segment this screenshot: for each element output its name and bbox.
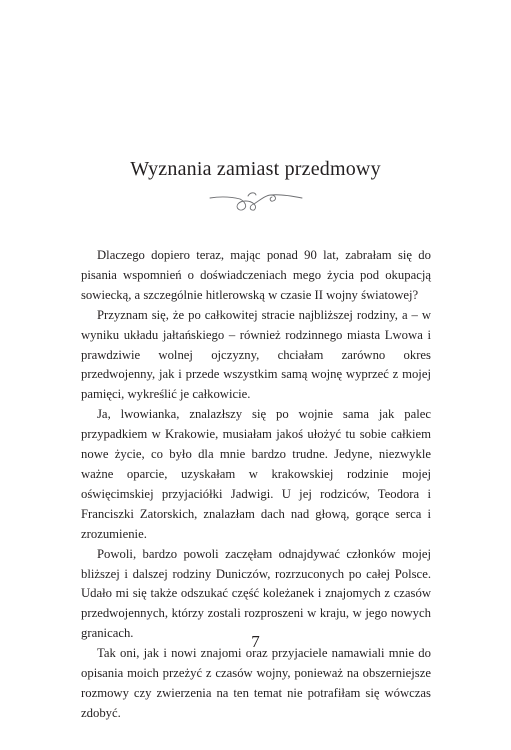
- page-number: 7: [251, 632, 260, 651]
- paragraph: Dlaczego dopiero teraz, mając ponad 90 lat, zabrałam się do pisania wspomnień o doświadczeniach mego życia pod okupacją sowiecką, a szczególnie hitlerowską w czasie II wojny światowej?: [81, 248, 431, 302]
- paragraph: Tak oni, jak i nowi znajomi oraz przyjaciele namawiali mnie do opisania moich przeżyć z czasów wojny, ponieważ na obszerniejsze rozmowy czy zwierzenia na ten temat nie potrafiłam się wówczas zdobyć.: [81, 646, 431, 720]
- paragraph: Przyznam się, że po całkowitej stracie najbliższej rodziny, a – w wyniku układu jałtańskiego – również rodzinnego miasta Lwowa i prawdziwie wolnej ojczyzny, chciałam zarówno okres przedwojenny, jak i przede wszystkim samą wojnę wyprzeć z mojej pamięci, wykreślić je całkowicie.: [81, 307, 431, 402]
- chapter-title: Wyznania zamiast przedmowy: [130, 158, 381, 180]
- paragraph: Powoli, bardzo powoli zaczęłam odnajdywać członków mojej bliższej i dalszej rodziny Duniczów, rozrzuconych po całej Polsce. Udało mi się także odszukać część koleżanek i znajomych z czasów przedwojennych, którzy zostali rozproszeni w kraju, w jego nowych granicach.: [81, 546, 431, 641]
- flourish-divider-icon: [208, 186, 304, 214]
- paragraph: Ja, lwowianka, znalazłszy się po wojnie sama jak palec przypadkiem w Krakowie, musiałam jakoś ułożyć tu sobie całkiem nowe życie, co było dla mnie bardzo trudne. Jedyne, niezwykle ważne oparcie, uzyskałam w krakowskiej rodzinie mojej oświęcimskiej przyjaciółki Jadwigi. U jej rodziców, Teodora i Franciszki Zatorskich, znalazłam dach nad głową, gorące serca i zrozumienie.: [81, 407, 431, 541]
- body-text: [81, 246, 431, 724]
